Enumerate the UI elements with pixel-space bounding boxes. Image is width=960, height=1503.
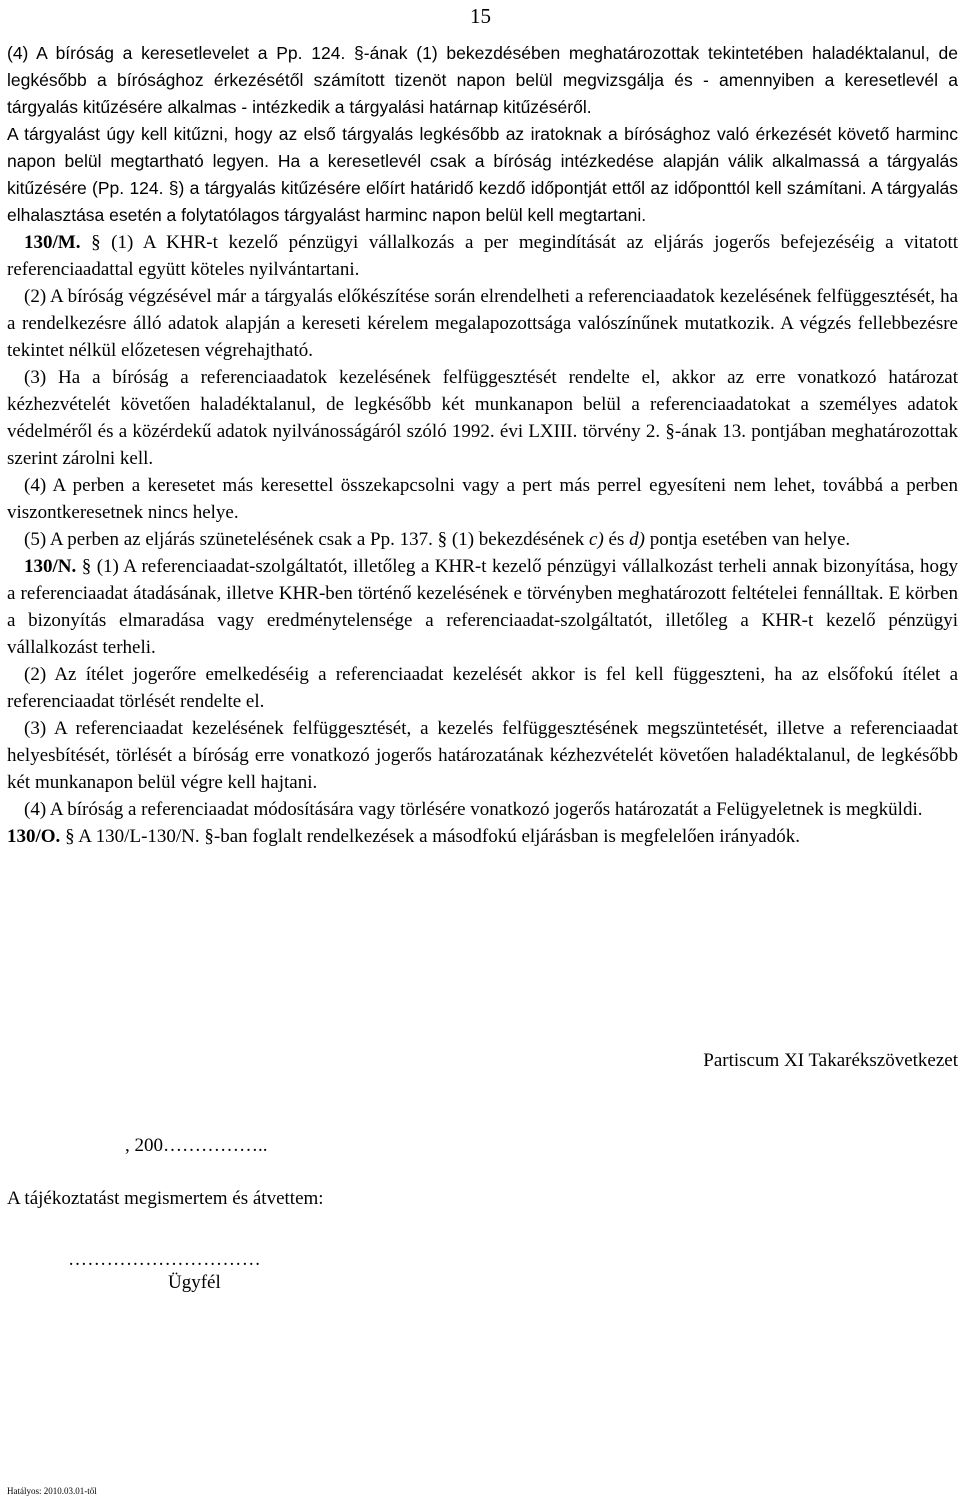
section-heading: 130/N. [24, 556, 77, 577]
paragraph-text: § (1) A referenciaadat-szolgáltatót, illetőleg a KHR-t kezelő pénzügyi vállalkozást terheli annak bizonyítása, hogy a referenciaadat átadásának, illetve KHR-ben történő kezelésének e törvényben meghatározott feltételei fennálltak. E körben a bizonyítás elmaradása vagy eredménytelensége a referenciaadat-szolgáltatót, illetőleg a KHR-t kezelő pénzügyi vállalkozást terheli. [7, 556, 958, 658]
date-line: , 200…………….. [125, 1135, 268, 1156]
paragraph-130m-2: (2) A bíróság végzésével már a tárgyalás előkészítése során elrendelheti a referenciaadatok kezelésének felfüggesztését, ha a rendelkezésre álló adatok alapján a kereseti kérelem megalapozottsága valószínűnek mutatkozik. A végzés fellebbezésre tekintet nélkül előzetesen végrehajtható. [7, 286, 958, 361]
paragraph-2: A tárgyalást úgy kell kitűzni, hogy az első tárgyalás legkésőbb az iratoknak a bírósághoz való érkezését követő harminc napon belül megtartható legyen. Ha a keresetlevél csak a bíróság intézkedése alapján válik alkalmassá a tárgyalás kitűzésére (Pp. 124. §) a tárgyalás kitűzésére előírt határidő kezdő időpontját ettől az időponttól kell számítani. A tárgyalás elhalasztása esetén a folytatólagos tárgyalást harminc napon belül kell megtartani. [7, 124, 958, 225]
paragraph-text-c: pontja esetében van helye. [644, 529, 851, 550]
paragraph-1: (4) A bíróság a keresetlevelet a Pp. 124. §-ának (1) bekezdésében meghatározottak tekintetében haladéktalanul, de legkésőbb a bírósághoz érkezésétől számított tizenöt napon belül megvizsgálja és - amennyiben a keresetlevél a tárgyalás kitűzésére alkalmas - intézkedik a tárgyalási határnap kitűzéséről. [7, 43, 958, 117]
paragraph-130m-4: (4) A perben a keresetet más keresettel összekapcsolni vagy a pert más perrel egyesíteni nem lehet, továbbá a perben viszontkeresetnek nincs helye. [7, 475, 958, 523]
section-heading: 130/O. [7, 826, 61, 847]
section-heading: 130/M. [24, 232, 81, 253]
section-130o-paragraph [7, 823, 958, 850]
point-c: c) [589, 529, 604, 550]
paragraph-130n-3: (3) A referenciaadat kezelésének felfüggesztését, a kezelés felfüggesztésének megszüntetését, illetve a referenciaadat helyesbítését, törlését a bíróság erre vonatkozó jogerős határozatának kézhezvételét követően haladéktalanul, de legkésőbb két munkanapon belül végre kell hajtani. [7, 718, 958, 793]
paragraph-130m-3: (3) Ha a bíróság a referenciaadatok kezelésének felfüggesztését rendelte el, akkor az erre vonatkozó határozat kézhezvételét követően haladéktalanul, de legkésőbb két munkanapon belül a referenciaadatokat a személyes adatok védelméről és a közérdekű adatok nyilvánosságáról szóló 1992. évi LXIII. törvény 2. §-ának 13. pontjában meghatározottak szerint zárolni kell. [7, 367, 958, 469]
paragraph-130m-5 [7, 526, 958, 553]
page-number: 15 [470, 4, 491, 28]
client-label: Ügyfél [168, 1272, 221, 1293]
footer-effective-date: Hatályos: 2010.03.01-től [7, 1486, 97, 1496]
paragraph-text: § (1) A KHR-t kezelő pénzügyi vállalkozás a per megindítását az eljárás jogerős befejezéséig a vitatott referenciaadattal együtt köteles nyilvántartani. [7, 232, 959, 280]
paragraph-text-b: és [603, 529, 630, 550]
acknowledgement-text: A tájékoztatást megismertem és átvettem: [7, 1188, 324, 1209]
paragraph-130n-2: (2) Az ítélet jogerőre emelkedéséig a referenciaadat kezelését akkor is fel kell függeszteni, ha az elsőfokú ítélet a referenciaadat törlését rendelte el. [7, 664, 958, 712]
section-130n-paragraph [7, 553, 958, 661]
paragraph-130n-4: (4) A bíróság a referenciaadat módosítására vagy törlésére vonatkozó jogerős határozatát a Felügyeletnek is megküldi. [24, 799, 923, 820]
point-d: d) [629, 529, 645, 550]
signature-company: Partiscum XI Takarékszövetkezet [703, 1050, 958, 1071]
paragraph-text: § A 130/L-130/N. §-ban foglalt rendelkezések a másodfokú eljárásban is megfelelően irányadók. [65, 826, 801, 847]
paragraph-text-a: (5) A perben az eljárás szünetelésének csak a Pp. 137. § (1) bekezdésének [24, 529, 590, 550]
document-body [7, 40, 958, 850]
signature-line: ………………………… [68, 1249, 261, 1270]
section-130m-paragraph [7, 229, 958, 283]
